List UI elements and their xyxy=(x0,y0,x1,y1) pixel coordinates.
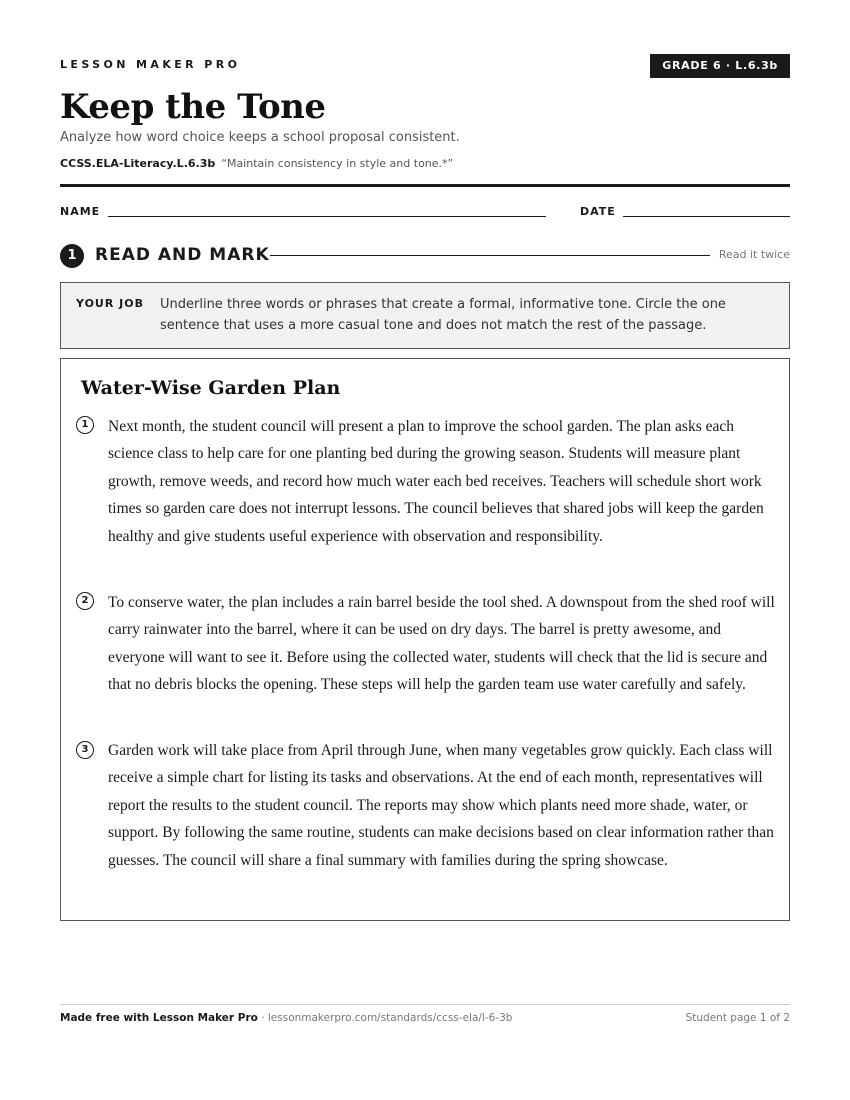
footer-page-number: Student page 1 of 2 xyxy=(685,1012,790,1024)
footer-divider xyxy=(60,1004,790,1005)
footer-url[interactable]: · lessonmakerpro.com/standards/ccss-ela/l-6-3b xyxy=(257,1012,513,1024)
paragraph-number-2: 2 xyxy=(76,592,94,610)
page-subtitle: Analyze how word choice keeps a school proposal consistent. xyxy=(60,130,460,145)
brand-name: LESSON MAKER PRO xyxy=(60,58,241,71)
name-field[interactable] xyxy=(108,216,546,217)
paragraph-2[interactable]: To conserve water, the plan includes a rain barrel beside the tool shed. A downspout from the shed roof will carry rainwater into the barrel, where it can be used on dry days. The barrel is pretty awesome, and everyone will want to see it. Before using the collected water, students will check that the lid is secure and that no debris blocks the opening. These steps will help the garden team use water carefully and safely. xyxy=(108,594,775,694)
grade-badge: GRADE 6 · L.6.3b xyxy=(650,54,790,78)
section-title: READ AND MARK xyxy=(95,245,270,265)
footer-credit xyxy=(60,1012,512,1024)
footer-made-with: Made free with Lesson Maker Pro xyxy=(60,1012,258,1024)
standard-text: “Maintain consistency in style and tone.*” xyxy=(221,157,454,170)
instructions-label: YOUR JOB xyxy=(76,297,144,310)
header-divider xyxy=(60,184,790,187)
paragraph-number-3: 3 xyxy=(76,741,94,759)
paragraph-3[interactable]: Garden work will take place from April through June, when many vegetables grow quickly. Each class will receive a simple chart for listing its tasks and observations. At the end of each month, representatives will report the results to the student council. The reports may show which plants need more shade, water, or support. By following the same routine, students can make decisions based on clear information rather than guesses. The council will share a final summary with families during the spring showcase. xyxy=(108,742,774,869)
paragraph-number-1: 1 xyxy=(76,416,94,434)
standard-code: CCSS.ELA-Literacy.L.6.3b xyxy=(60,157,216,170)
page-title: Keep the Tone xyxy=(60,87,326,127)
instructions-box xyxy=(60,282,790,349)
passage-title: Water-Wise Garden Plan xyxy=(81,377,341,399)
section-note: Read it twice xyxy=(718,248,790,261)
paragraph-1[interactable]: Next month, the student council will present a plan to improve the school garden. The plan asks each science class to help care for one planting bed during the growing season. Students will measure plant growth, remove weeds, and record how much water each bed receives. Teachers will schedule short work times so garden care does not interrupt lessons. The council believes that shared jobs will keep the garden healthy and give students useful experience with observation and responsibility. xyxy=(108,418,764,545)
instructions-text: Underline three words or phrases that create a formal, informative tone. Circle the one sentence that uses a more casual tone and does not match the rest of the passage. xyxy=(160,297,726,333)
date-field[interactable] xyxy=(623,216,790,217)
passage-box xyxy=(60,358,790,921)
name-label: NAME xyxy=(60,205,101,218)
worksheet-page xyxy=(60,0,790,1100)
section-divider xyxy=(270,255,710,256)
date-label: DATE xyxy=(580,205,616,218)
standard-line xyxy=(60,157,453,170)
section-number-badge: 1 xyxy=(60,244,84,268)
